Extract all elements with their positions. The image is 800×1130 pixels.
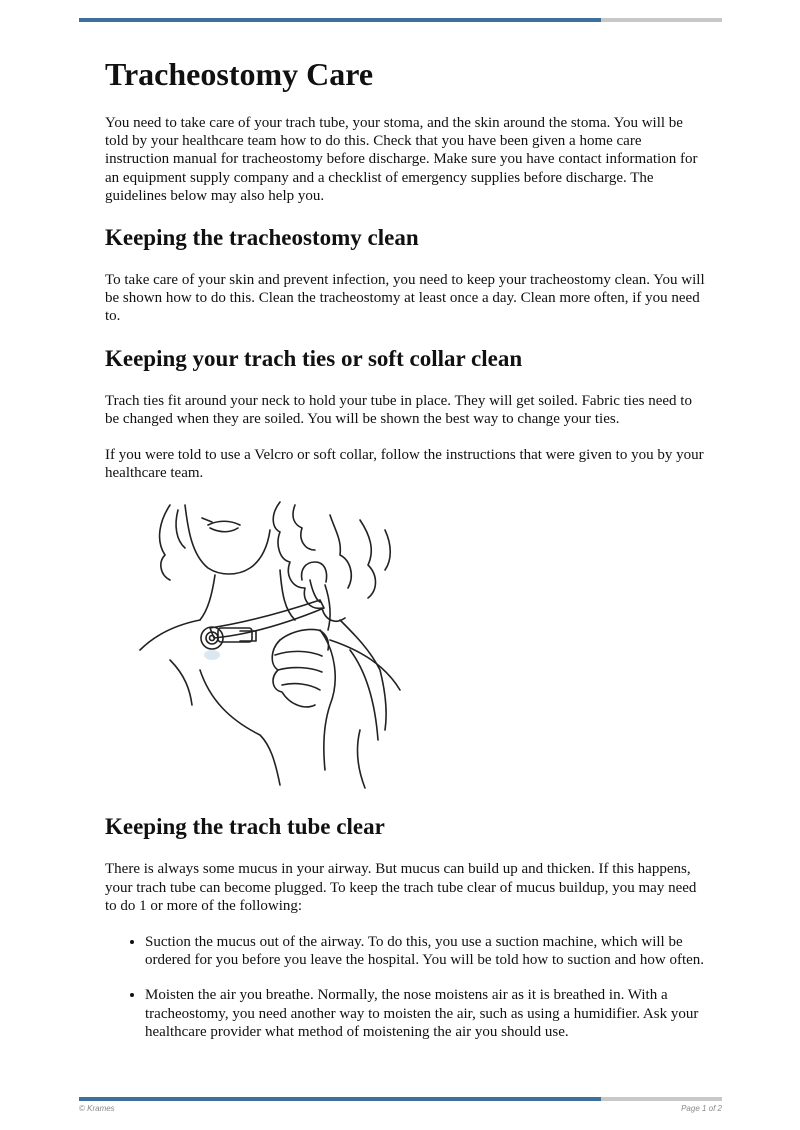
page-title: Tracheostomy Care	[105, 56, 374, 92]
heading-trach-tube-clear: Keeping the trach tube clear	[105, 814, 385, 840]
intro-paragraph: You need to take care of your trach tube, your stoma, and the skin around the stoma. You will be told by your healthcare team how to do this. Check that you have been given a home care instruction manual for tracheostomy before discharge. Make sure you have contact information for an equipment supply company and a checklist of emergency supplies before discharge. The guidelines below may also help you.	[105, 115, 698, 204]
heading-keeping-clean: Keeping the tracheostomy clean	[105, 225, 419, 251]
page-footer	[79, 1104, 722, 1113]
paragraph-keeping-clean: To take care of your skin and prevent infection, you need to keep your tracheostomy clean. You will be shown how to do this. Clean the tracheostomy at least once a day. Clean more often, if you need to.	[105, 272, 705, 325]
top-rule	[79, 18, 722, 22]
list-item: • Suction the mucus out of the airway. To do this, you use a suction machine, which will be ordered for you before you leave the hospital. You will be told how to suction and how often.	[145, 933, 705, 969]
bottom-rule-accent	[79, 1097, 601, 1101]
bottom-rule	[79, 1097, 722, 1101]
footer-copyright: © Krames	[79, 1104, 115, 1113]
trach-ties-illustration	[130, 500, 420, 790]
paragraph-trach-ties-1: Trach ties fit around your neck to hold your tube in place. They will get soiled. Fabric ties need to be changed when they are soiled. You will be shown the best way to change your ties.	[105, 392, 692, 427]
heading-trach-ties: Keeping your trach ties or soft collar clean	[105, 345, 523, 371]
footer-page-number: Page 1 of 2	[681, 1104, 722, 1113]
paragraph-trach-tube-clear: There is always some mucus in your airway. But mucus can build up and thicken. If this happens, your trach tube can become plugged. To keep the trach tube clear of mucus buildup, you may need to do 1 or more of the following:	[105, 861, 697, 914]
document-body	[105, 52, 705, 1058]
trach-tube-bullet-list	[105, 933, 705, 1041]
list-item: • Moisten the air you breathe. Normally, the nose moistens air as it is breathed in. With a tracheostomy, you need another way to moisten the air, such as using a humidifier. Ask your healthcare provider what method of moistening the air you should use.	[145, 986, 705, 1041]
top-rule-accent	[79, 18, 601, 22]
paragraph-trach-ties-2: If you were told to use a Velcro or soft collar, follow the instructions that were given to you by your healthcare team.	[105, 447, 704, 482]
